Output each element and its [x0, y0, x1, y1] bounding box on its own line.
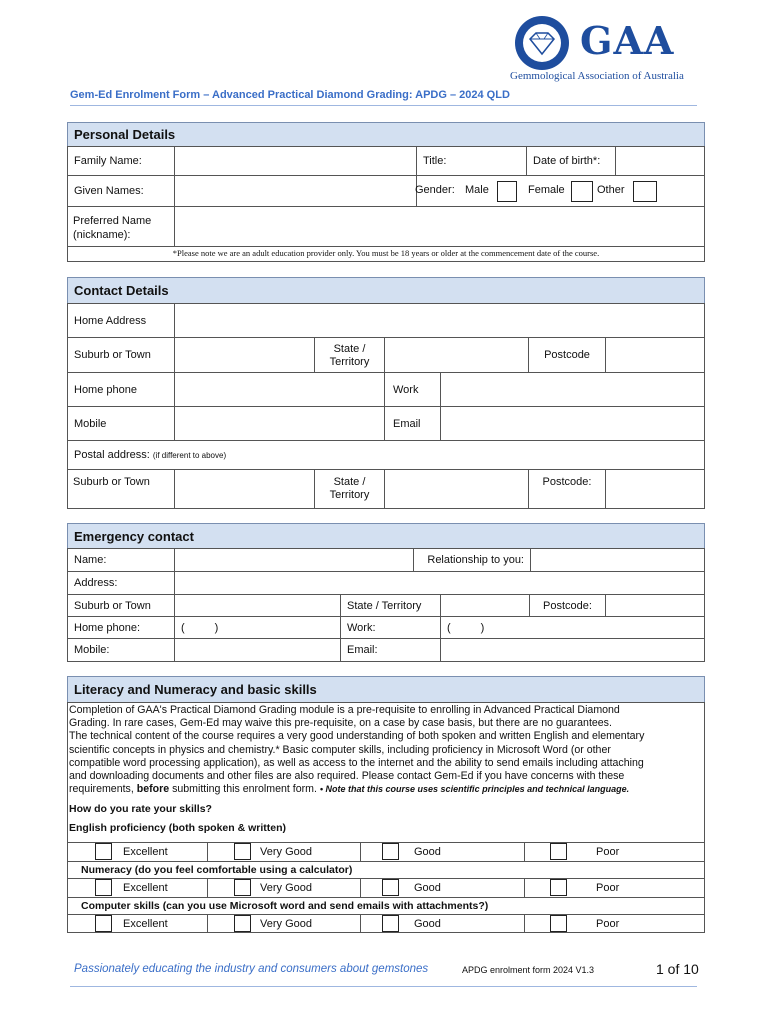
- state-label-line2: Territory: [329, 356, 370, 368]
- postal-state-field[interactable]: [384, 469, 529, 509]
- em-work-field[interactable]: [440, 616, 705, 639]
- mobile-label: Mobile: [67, 406, 175, 441]
- postal-state-line1: State /: [333, 476, 366, 488]
- home-phone-label: Home phone: [67, 372, 175, 407]
- computer-excellent-checkbox[interactable]: [95, 915, 112, 932]
- home-address-field[interactable]: [174, 303, 705, 338]
- english-excellent-checkbox[interactable]: [95, 843, 112, 860]
- em-relationship-field[interactable]: [530, 548, 705, 572]
- literacy-line: scientific concepts in physics and chemistry.* Basic computer skills, including proficiency in Microsoft Word (or other: [69, 743, 611, 756]
- gender-male-label: Male: [465, 184, 489, 196]
- logo-text: GAA: [580, 18, 675, 63]
- gender-label: Gender:: [415, 184, 455, 196]
- logo-subtitle: Gemmological Association of Australia: [510, 70, 684, 82]
- divider: [524, 878, 525, 898]
- gender-male-checkbox[interactable]: [497, 181, 517, 202]
- em-suburb-field[interactable]: [174, 594, 341, 617]
- gender-female-checkbox[interactable]: [571, 181, 593, 202]
- english-verygood-checkbox[interactable]: [234, 843, 251, 860]
- literacy-paragraph: [69, 704, 705, 796]
- em-home-phone-field[interactable]: [174, 616, 341, 639]
- family-name-label: Family Name:: [67, 146, 175, 176]
- em-relationship-label: Relationship to you:: [413, 548, 531, 572]
- postal-address-row[interactable]: [67, 440, 705, 470]
- home-address-label: Home Address: [67, 303, 175, 338]
- postcode-field[interactable]: [605, 337, 705, 373]
- numeracy-excellent-checkbox[interactable]: [95, 879, 112, 896]
- numeracy-poor-label: Poor: [596, 882, 620, 894]
- em-home-phone-paren-close: ): [214, 621, 219, 634]
- divider: [360, 914, 361, 933]
- work-label: Work: [384, 372, 441, 407]
- english-excellent-label: Excellent: [123, 846, 168, 858]
- emergency-heading: Emergency contact: [67, 523, 705, 549]
- state-label: [314, 337, 385, 373]
- numeracy-good-label: Good: [414, 882, 441, 894]
- gender-female-label: Female: [528, 184, 565, 196]
- diamond-seal-icon: [510, 14, 578, 74]
- numeracy-good-checkbox[interactable]: [382, 879, 399, 896]
- postal-state-line2: Territory: [329, 489, 370, 501]
- literacy-line: Completion of GAA's Practical Diamond Grading module is a pre-requisite to enrolling in Advanced Practical Diamond: [69, 704, 620, 716]
- computer-verygood-checkbox[interactable]: [234, 915, 251, 932]
- computer-label: Computer skills (can you use Microsoft word and send emails with attachments?): [81, 900, 489, 912]
- contact-details-heading: Contact Details: [67, 277, 705, 304]
- footer-tagline: Passionately educating the industry and consumers about gemstones: [74, 963, 429, 975]
- personal-details-heading: Personal Details: [67, 122, 705, 147]
- em-email-label: Email:: [340, 638, 441, 662]
- gaa-logo: [510, 14, 700, 86]
- divider: [524, 842, 525, 862]
- postal-address-note: (if different to above): [152, 450, 227, 460]
- numeracy-excellent-label: Excellent: [123, 882, 168, 894]
- home-phone-field[interactable]: [174, 372, 385, 407]
- computer-poor-label: Poor: [596, 918, 620, 930]
- divider: [524, 914, 525, 933]
- postal-postcode-label: Postcode:: [528, 469, 606, 509]
- em-state-field[interactable]: [440, 594, 530, 617]
- divider: [360, 842, 361, 862]
- postal-suburb-label: Suburb or Town: [67, 469, 175, 509]
- divider: [207, 878, 208, 898]
- document-title: Gem-Ed Enrolment Form – Advanced Practical Diamond Grading: APDG – 2024 QLD: [70, 89, 510, 101]
- literacy-heading: Literacy and Numeracy and basic skills: [67, 676, 705, 703]
- title-rule: [70, 105, 697, 106]
- given-names-field[interactable]: [174, 175, 417, 207]
- postal-postcode-field[interactable]: [605, 469, 705, 509]
- suburb-label: Suburb or Town: [67, 337, 175, 373]
- preferred-name-field[interactable]: [174, 206, 705, 247]
- em-address-label: Address:: [67, 571, 175, 595]
- em-suburb-label: Suburb or Town: [67, 594, 175, 617]
- computer-verygood-label: Very Good: [260, 918, 312, 930]
- english-poor-label: Poor: [596, 846, 620, 858]
- em-postcode-label: Postcode:: [529, 594, 606, 617]
- suburb-field[interactable]: [174, 337, 315, 373]
- em-mobile-label: Mobile:: [67, 638, 175, 662]
- em-address-field[interactable]: [174, 571, 705, 595]
- gender-other-label: Other: [597, 184, 625, 196]
- english-verygood-label: Very Good: [260, 846, 312, 858]
- literacy-line: Grading. In rare cases, Gem-Ed may waive this pre-requisite, on a case by case basis, but there are no guarantees.: [69, 717, 612, 730]
- em-postcode-field[interactable]: [605, 594, 705, 617]
- dob-field[interactable]: [615, 146, 705, 176]
- literacy-last-a: requirements,: [69, 783, 134, 796]
- page-number: 1 of 10: [656, 961, 699, 977]
- literacy-line: The technical content of the course requires a very good understanding of both spoken and written English and elementary: [69, 730, 645, 743]
- title-label: Title:: [416, 146, 527, 176]
- preferred-name-line2: (nickname):: [73, 229, 131, 241]
- footer-form-id: APDG enrolment form 2024 V1.3: [462, 965, 595, 975]
- computer-excellent-label: Excellent: [123, 918, 168, 930]
- postcode-label: Postcode: [528, 337, 606, 373]
- em-work-label: Work:: [340, 616, 441, 639]
- em-mobile-field[interactable]: [174, 638, 341, 662]
- postal-suburb-field[interactable]: [174, 469, 315, 509]
- numeracy-label: Numeracy (do you feel comfortable using a calculator): [81, 864, 353, 876]
- numeracy-poor-checkbox[interactable]: [550, 879, 567, 896]
- given-names-label: Given Names:: [67, 175, 175, 207]
- em-work-paren-open: (: [447, 621, 451, 634]
- postal-state-label: [314, 469, 385, 509]
- em-name-field[interactable]: [174, 548, 414, 572]
- em-name-label: Name:: [67, 548, 175, 572]
- english-good-checkbox[interactable]: [382, 843, 399, 860]
- family-name-field[interactable]: [174, 146, 417, 176]
- em-state-label: State / Territory: [340, 594, 441, 617]
- computer-poor-checkbox[interactable]: [550, 915, 567, 932]
- mobile-field[interactable]: [174, 406, 385, 441]
- english-good-label: Good: [414, 846, 441, 858]
- literacy-last-b: submitting this enrolment form.: [172, 783, 317, 796]
- dob-label: Date of birth*:: [526, 146, 616, 176]
- literacy-last-bold: before: [136, 783, 170, 796]
- divider: [207, 842, 208, 862]
- literacy-note: • Note that this course uses scientific principles and technical language.: [319, 784, 630, 795]
- english-label: English proficiency (both spoken & written): [69, 822, 287, 834]
- email-label: Email: [384, 406, 441, 441]
- em-home-phone-paren-open: (: [181, 621, 185, 634]
- computer-good-label: Good: [414, 918, 441, 930]
- postal-address-label: Postal address:: [74, 449, 150, 461]
- divider: [360, 878, 361, 898]
- email-field[interactable]: [440, 406, 705, 441]
- literacy-line-last: [69, 783, 705, 796]
- numeracy-verygood-checkbox[interactable]: [234, 879, 251, 896]
- computer-good-checkbox[interactable]: [382, 915, 399, 932]
- state-label-line1: State /: [333, 343, 366, 355]
- age-note-text: *Please note we are an adult education provider only. You must be 18 years or older at the commencement date of the course.: [172, 248, 600, 258]
- preferred-name-line1: Preferred Name: [73, 215, 152, 227]
- age-note: [67, 246, 705, 262]
- numeracy-verygood-label: Very Good: [260, 882, 312, 894]
- em-email-field[interactable]: [440, 638, 705, 662]
- work-field[interactable]: [440, 372, 705, 407]
- literacy-line: compatible word processing application), as well as access to the internet and the ability to send emails including attaching: [69, 756, 644, 769]
- divider: [207, 914, 208, 933]
- gender-other-checkbox[interactable]: [633, 181, 657, 202]
- state-field[interactable]: [384, 337, 529, 373]
- rate-skills-label: How do you rate your skills?: [69, 803, 212, 815]
- em-home-phone-label: Home phone:: [67, 616, 175, 639]
- preferred-name-label: [67, 206, 175, 247]
- footer-rule: [70, 986, 697, 987]
- literacy-line: and downloading documents and other files are also required. Please contact Gem-Ed if you have concerns with these: [69, 770, 625, 783]
- em-work-paren-close: ): [480, 621, 485, 634]
- english-poor-checkbox[interactable]: [550, 843, 567, 860]
